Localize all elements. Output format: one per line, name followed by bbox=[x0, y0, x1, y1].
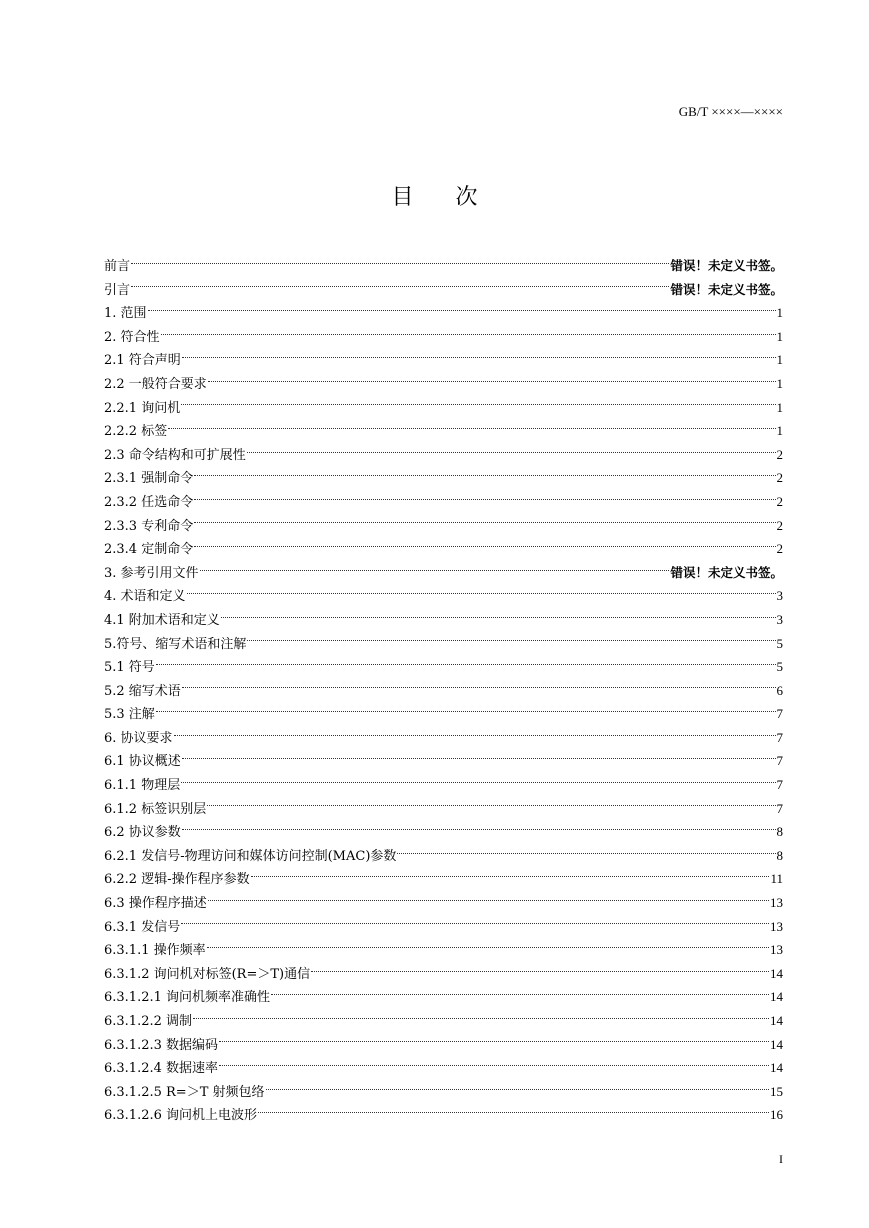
toc-entry[interactable] bbox=[104, 348, 783, 372]
toc-entry-title: 6.3.1.1 操作频率 bbox=[104, 943, 206, 959]
toc-entry[interactable] bbox=[104, 797, 783, 821]
toc-entry-page: 2 bbox=[776, 493, 783, 509]
toc-leader-dots bbox=[181, 781, 775, 783]
toc-entry[interactable] bbox=[104, 679, 783, 703]
toc-leader-dots bbox=[168, 427, 775, 429]
toc-entry[interactable] bbox=[104, 443, 783, 467]
toc-leader-dots bbox=[187, 592, 776, 594]
toc-entry-title: 6.3.1.2 询问机对标签(R=＞T)通信 bbox=[104, 966, 311, 982]
toc-entry-title: 1. 范围 bbox=[104, 306, 147, 322]
toc-leader-dots bbox=[221, 616, 776, 618]
toc-entry-title: 引言 bbox=[104, 282, 131, 298]
toc-entry[interactable] bbox=[104, 820, 783, 844]
toc-leader-dots bbox=[156, 663, 776, 665]
toc-entry-title: 4.1 附加术语和定义 bbox=[104, 612, 220, 628]
toc-entry-title: 3. 参考引用文件 bbox=[104, 565, 199, 581]
toc-entry-page: 2 bbox=[776, 517, 783, 533]
toc-entry-page: 3 bbox=[776, 588, 783, 604]
toc-leader-dots bbox=[208, 380, 776, 382]
toc-entry[interactable] bbox=[104, 466, 783, 490]
toc-entry-page: 13 bbox=[770, 895, 783, 911]
toc-entry[interactable] bbox=[104, 891, 783, 915]
toc-entry-title: 5.符号、缩写术语和注解 bbox=[104, 636, 247, 652]
toc-entry[interactable] bbox=[104, 844, 783, 868]
toc-entry[interactable] bbox=[104, 419, 783, 443]
toc-entry[interactable] bbox=[104, 915, 783, 939]
toc-entry-page: 13 bbox=[770, 942, 783, 958]
toc-entry-page: 7 bbox=[776, 800, 783, 816]
toc-entry[interactable] bbox=[104, 655, 783, 679]
toc-entry-page: 6 bbox=[776, 682, 783, 698]
toc-entry[interactable] bbox=[104, 1033, 783, 1057]
toc-entry-page: 1 bbox=[776, 352, 783, 368]
toc-entry-page: 3 bbox=[776, 611, 783, 627]
toc-entry[interactable] bbox=[104, 773, 783, 797]
toc-entry-page: 7 bbox=[776, 753, 783, 769]
toc-leader-dots bbox=[131, 262, 669, 264]
toc-entry[interactable] bbox=[104, 985, 783, 1009]
toc-entry[interactable] bbox=[104, 1056, 783, 1080]
toc-entry-page: 7 bbox=[776, 777, 783, 793]
toc-entry[interactable] bbox=[104, 702, 783, 726]
toc-entry-title: 2. 符合性 bbox=[104, 329, 160, 345]
toc-entry-title: 6. 协议要求 bbox=[104, 730, 173, 746]
toc-entry-page: 2 bbox=[776, 446, 783, 462]
page-number: I bbox=[779, 1152, 783, 1166]
toc-leader-dots bbox=[271, 993, 769, 995]
toc-leader-dots bbox=[194, 498, 775, 500]
toc-entry[interactable] bbox=[104, 749, 783, 773]
toc-entry-title: 6.1.1 物理层 bbox=[104, 778, 181, 794]
toc-entry-title: 6.2 协议参数 bbox=[104, 825, 181, 841]
toc-entry-title: 6.3.1.2.1 询问机频率准确性 bbox=[104, 990, 271, 1006]
toc-entry-title: 5.1 符号 bbox=[104, 660, 155, 676]
toc-entry[interactable] bbox=[104, 632, 783, 656]
toc-leader-dots bbox=[207, 946, 769, 948]
toc-leader-dots bbox=[194, 545, 775, 547]
toc-leader-dots bbox=[182, 686, 776, 688]
toc-entry-page: 1 bbox=[776, 328, 783, 344]
toc-entry-title: 2.3.3 专利命令 bbox=[104, 518, 194, 534]
toc-entry[interactable] bbox=[104, 962, 783, 986]
toc-entry-title: 2.3.4 定制命令 bbox=[104, 542, 194, 558]
toc-entry[interactable] bbox=[104, 1080, 783, 1104]
toc-entry-page: 13 bbox=[770, 918, 783, 934]
toc-entry-page: 8 bbox=[776, 847, 783, 863]
toc-entry-title: 6.3.1.2.5 R=＞T 射频包络 bbox=[104, 1084, 265, 1100]
toc-entry-page: 1 bbox=[776, 423, 783, 439]
toc-entry-page: 2 bbox=[776, 541, 783, 557]
toc-entry-title: 6.3 操作程序描述 bbox=[104, 896, 207, 912]
toc-leader-dots bbox=[311, 970, 769, 972]
toc-entry-title: 5.2 缩写术语 bbox=[104, 683, 181, 699]
toc-entry-title: 6.2.1 发信号-物理访问和媒体访问控制(MAC)参数 bbox=[104, 848, 397, 864]
toc-entry-page: 14 bbox=[770, 1013, 783, 1028]
toc-leader-dots bbox=[219, 1040, 769, 1042]
toc-leader-dots bbox=[207, 804, 775, 806]
toc-entry-title: 2.2 一般符合要求 bbox=[104, 376, 207, 392]
toc-leader-dots bbox=[397, 852, 775, 854]
toc-leader-dots bbox=[219, 1064, 769, 1066]
toc-entry-page: 14 bbox=[770, 965, 783, 981]
toc-entry-page: 2 bbox=[776, 470, 783, 486]
toc-entry-page: 11 bbox=[770, 871, 783, 887]
toc-entry-title: 5.3 注解 bbox=[104, 707, 155, 723]
toc-entry-title: 6.1.2 标签识别层 bbox=[104, 801, 207, 817]
toc-entry-page: 8 bbox=[776, 824, 783, 840]
toc-entry-title: 前言 bbox=[104, 259, 131, 274]
toc-entry-title: 6.3.1.2.3 数据编码 bbox=[104, 1037, 219, 1053]
toc-leader-dots bbox=[182, 828, 776, 830]
toc-entry-page: 7 bbox=[776, 706, 783, 722]
toc-leader-dots bbox=[182, 356, 776, 358]
toc-entry[interactable] bbox=[104, 584, 783, 608]
toc-leader-dots bbox=[148, 309, 776, 311]
toc-entry[interactable] bbox=[104, 608, 783, 632]
toc-entry-page: 1 bbox=[776, 399, 783, 415]
toc-leader-dots bbox=[131, 285, 669, 287]
toc-entry-page: 16 bbox=[770, 1107, 783, 1123]
toc-entry-title: 2.2.2 标签 bbox=[104, 424, 168, 440]
toc-leader-dots bbox=[194, 521, 775, 523]
toc-entry-title: 2.3.2 任选命令 bbox=[104, 494, 194, 510]
toc-entry-page: 14 bbox=[770, 1036, 783, 1052]
toc-leader-dots bbox=[181, 403, 775, 405]
toc-entry-title: 6.3.1.2.4 数据速率 bbox=[104, 1061, 219, 1077]
toc-entry[interactable] bbox=[104, 396, 783, 420]
toc-entry-page: 5 bbox=[776, 659, 783, 675]
toc-leader-dots bbox=[258, 1111, 769, 1113]
toc-entry[interactable] bbox=[104, 301, 783, 325]
toc-entry[interactable] bbox=[104, 537, 783, 561]
toc-entry-page: 错误！未定义书签。 bbox=[670, 281, 783, 297]
document-code-header: GB/T ××××—×××× bbox=[678, 104, 783, 119]
toc-entry-page: 错误！未定义书签。 bbox=[670, 258, 783, 273]
toc-entry[interactable] bbox=[104, 1009, 783, 1033]
toc-entry-title: 4. 术语和定义 bbox=[104, 589, 186, 605]
toc-entry[interactable] bbox=[104, 561, 783, 585]
toc-entry[interactable] bbox=[104, 726, 783, 750]
toc-leader-dots bbox=[161, 333, 776, 335]
toc-entry[interactable] bbox=[104, 278, 783, 302]
toc-entry-title: 6.3.1 发信号 bbox=[104, 919, 181, 935]
toc-entry[interactable] bbox=[104, 490, 783, 514]
toc-entry-title: 2.2.1 询问机 bbox=[104, 400, 181, 416]
toc-entry-title: 2.3.1 强制命令 bbox=[104, 471, 194, 487]
toc-entry-page: 7 bbox=[776, 729, 783, 745]
toc-entry[interactable] bbox=[104, 254, 783, 278]
toc-leader-dots bbox=[194, 474, 775, 476]
toc-entry[interactable] bbox=[104, 372, 783, 396]
toc-entry-page: 15 bbox=[770, 1083, 783, 1099]
toc-leader-dots bbox=[181, 922, 769, 924]
toc-entry[interactable] bbox=[104, 514, 783, 538]
toc-leader-dots bbox=[174, 734, 776, 736]
toc-leader-dots bbox=[182, 757, 776, 759]
toc-entry-page: 14 bbox=[770, 989, 783, 1005]
table-of-contents bbox=[104, 254, 783, 1127]
toc-entry-title: 6.3.1.2.6 询问机上电波形 bbox=[104, 1108, 258, 1124]
toc-leader-dots bbox=[247, 639, 775, 641]
toc-leader-dots bbox=[266, 1088, 769, 1090]
toc-leader-dots bbox=[193, 1017, 769, 1019]
toc-leader-dots bbox=[208, 899, 769, 901]
toc-entry[interactable] bbox=[104, 867, 783, 891]
page-title: 目次 bbox=[391, 185, 520, 210]
toc-leader-dots bbox=[156, 710, 776, 712]
toc-entry[interactable] bbox=[104, 1103, 783, 1127]
toc-entry[interactable] bbox=[104, 938, 783, 962]
toc-leader-dots bbox=[200, 569, 670, 571]
toc-entry-page: 1 bbox=[776, 375, 783, 391]
toc-entry-page: 5 bbox=[776, 635, 783, 651]
toc-entry-title: 2.1 符合声明 bbox=[104, 353, 181, 369]
toc-entry-title: 6.2.2 逻辑-操作程序参数 bbox=[104, 872, 250, 888]
toc-entry[interactable] bbox=[104, 325, 783, 349]
toc-leader-dots bbox=[247, 451, 776, 453]
toc-entry-title: 6.3.1.2.2 调制 bbox=[104, 1014, 193, 1029]
toc-leader-dots bbox=[251, 875, 770, 877]
toc-entry-title: 6.1 协议概述 bbox=[104, 754, 181, 770]
toc-entry-page: 错误！未定义书签。 bbox=[670, 564, 783, 580]
toc-entry-page: 1 bbox=[776, 305, 783, 321]
toc-entry-page: 14 bbox=[770, 1060, 783, 1076]
toc-entry-title: 2.3 命令结构和可扩展性 bbox=[104, 447, 246, 463]
